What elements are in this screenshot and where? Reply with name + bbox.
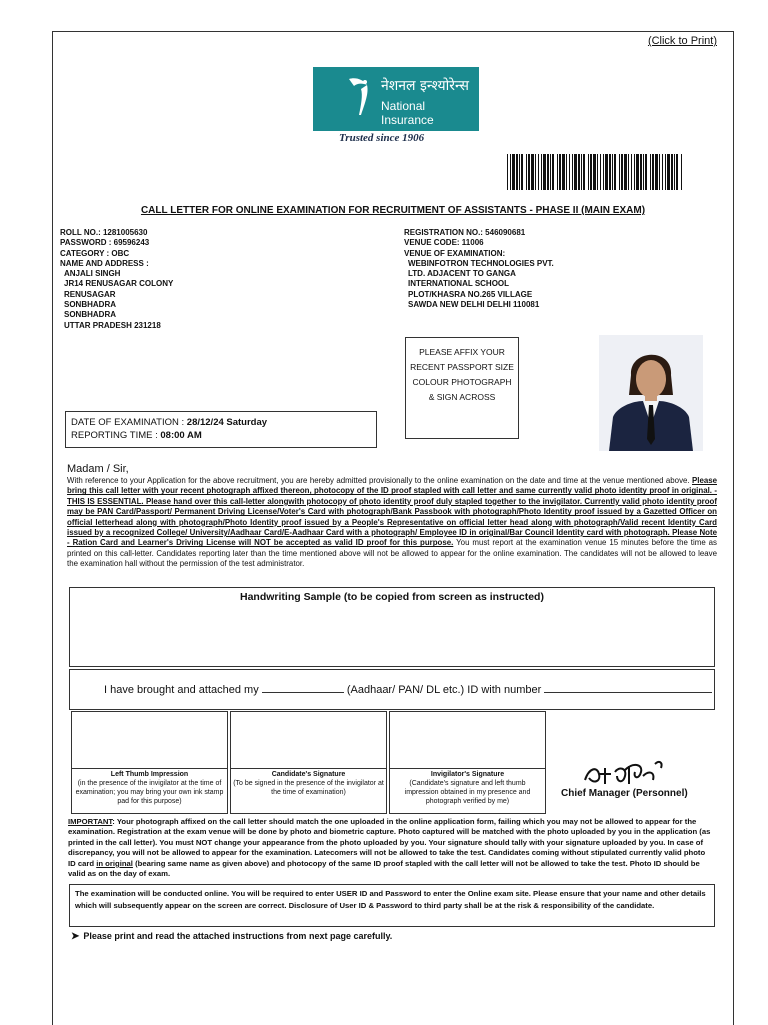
exam-date-value: 28/12/24 Saturday (186, 417, 268, 428)
roll-number: ROLL NO.: 1281005630 (60, 228, 148, 237)
print-instructions-note (71, 931, 392, 942)
id-statement-box (69, 669, 715, 710)
click-to-print-link[interactable]: (Click to Print) (647, 35, 717, 47)
reporting-time-value: 08:00 AM (160, 430, 202, 441)
cell-desc: (in the presence of the invigilator at the time of examination; you may bring your own ink stamp pad for this purpose) (75, 780, 224, 805)
call-letter-page (52, 31, 734, 1025)
registration-details (404, 228, 554, 310)
address-line: SONBHADRA (64, 310, 116, 320)
address-line: SONBHADRA (64, 300, 116, 310)
reporting-time-label: REPORTING TIME : (71, 430, 158, 441)
cell-desc: (To be signed in the presence of the invigilator at the time of examination) (233, 780, 384, 796)
address-line: UTTAR PRADESH 231218 (64, 320, 161, 330)
venue-line: LTD. ADJACENT TO GANGA (408, 269, 516, 279)
cell-title: Invigilator's Signature (430, 771, 505, 778)
address-line: RENUSAGAR (64, 289, 116, 299)
id-statement-text: I have brought and attached my (104, 684, 259, 696)
salutation: Madam / Sir, (67, 463, 129, 475)
venue-line: SAWDA NEW DELHI DELHI 110081 (408, 300, 540, 310)
candidate-details (60, 228, 173, 331)
important-text: : Your photograph affixed on the call letter should match the one uploaded in the online application form, failing which you may not be allowed to appear for the examination. Registration at the exam venue will be done by photo and biometric capture. Photo captured will be matched with the photo uploaded by you in the application (as printed in the call letter). You must NOT change your appearance from the photo uploaded by you. Your signature should tally with your signature uploaded by you. In case of discrepancy, you will not be allowed to appear for the examination. Latecomers will not be allowed to take the test. Candidates coming without stipulated currently valid photo ID card (68, 817, 711, 868)
barcode (507, 154, 683, 190)
category: CATEGORY : OBC (60, 248, 130, 258)
bird-emblem-icon (345, 75, 375, 119)
venue-label: VENUE OF EXAMINATION: (404, 248, 506, 258)
chief-manager-signature (559, 756, 709, 790)
logo-hindi-text: नेशनल इन्श्योरेन्स (381, 78, 470, 94)
handwriting-sample-box (69, 587, 715, 667)
name-address-label: NAME AND ADDRESS : (60, 258, 149, 268)
id-type-blank (262, 692, 344, 693)
password: PASSWORD : 69596243 (60, 238, 150, 248)
print-note-text: Please print and read the attached instructions from next page carefully. (83, 931, 393, 941)
instruction-text: With reference to your Application for the above recruitment, you are hereby admitted provisionally to the online examination on the date and time at the venue mentioned above. (67, 476, 692, 485)
candidate-photo (599, 335, 703, 451)
instructions-paragraph (67, 476, 717, 570)
exam-date-box (65, 411, 377, 448)
chief-manager-label: Chief Manager (Personnel) (561, 788, 688, 799)
instruction-text: You must report at the examination venue 15 minutes before the time as printed on this call-letter. Candidates reporting later than the time mentioned above will not be allowed to appear for the online examination. The candidates will not be allowed to leave the examination hall without the permission of the test administrator. (67, 538, 717, 569)
invigilator-signature-cell (389, 711, 546, 814)
candidate-portrait-image (599, 335, 703, 451)
address-line: ANJALI SINGH (64, 269, 121, 279)
venue-line: WEBINFOTRON TECHNOLOGIES PVT. (408, 258, 554, 268)
signature-section (71, 711, 549, 814)
important-note (68, 817, 714, 879)
left-thumb-cell (71, 711, 228, 814)
important-text: (bearing same name as given above) and photocopy of the same ID proof stapled with the call letter will not be allowed to take the test. Photo ID should be valid as on the day of exam. (68, 858, 700, 879)
id-statement-text: (Aadhaar/ PAN/ DL etc.) ID with number (346, 684, 542, 696)
affix-text: & SIGN ACROSS (428, 392, 496, 402)
online-exam-notice: The examination will be conducted online. You will be required to enter USER ID and Password to enter the Online exam site. Please ensure that your name and other details which will subsequently appear on the screen are correct. Disclosure of User ID & Password to third party shall be at the risk & responsibility of the candidate. (69, 884, 715, 927)
letter-title: CALL LETTER FOR ONLINE EXAMINATION FOR RECRUITMENT OF ASSISTANTS - PHASE II (MAIN EXAM) (140, 205, 646, 216)
address-line: JR14 RENUSAGAR COLONY (64, 279, 174, 289)
cell-title: Left Thumb Impression (110, 771, 189, 778)
cell-title: Candidate's Signature (271, 771, 346, 778)
handwriting-title: Handwriting Sample (to be copied from screen as instructed) (240, 591, 544, 603)
logo-english-text: National Insurance (381, 99, 434, 127)
id-number-blank (544, 692, 712, 693)
affix-text: RECENT PASSPORT SIZE (410, 362, 514, 372)
candidate-signature-cell (230, 711, 387, 814)
venue-line: PLOT/KHASRA NO.265 VILLAGE (408, 289, 533, 299)
affix-text: COLOUR PHOTOGRAPH (412, 377, 512, 387)
important-emphasis: in original (96, 858, 133, 868)
exam-date-label: DATE OF EXAMINATION : (71, 417, 185, 428)
venue-code: VENUE CODE: 11006 (404, 238, 484, 248)
instruction-emphasis: Please bring this call letter with your recent photograph affixed thereon, photocopy of the ID proof stapled with call letter and same currently valid photo identity proof in original. - THIS IS ESSENTIAL. Please hand over this call-letter alongwith photocopy of photo identity proof duly stapled together to the invigilator. Currently valid photo identity proof may be PAN Card/Passport/ Permanent Driving License/Voter's Card with photograph/Bank Passbook with photograph/Photo Identity proof issued by a Gazetted Officer on official letterhead along with photograph/Photo Identity proof issued by a People's Representative on official letter head along with photograph/Valid recent Identity Card issued by a recognized College/ University/Aadhaar Card/E-Aadhaar Card with a photograph/ Employee ID in original/Bar Council Identity card with photograph. Please Note - Ration Card and Learner's Driving License will NOT be accepted as valid ID proof for this purpose. (67, 476, 717, 548)
affix-text: PLEASE AFFIX YOUR (419, 347, 505, 357)
id-statement (104, 684, 712, 696)
affix-photo-box (405, 337, 519, 439)
national-insurance-logo (313, 67, 479, 131)
important-label: IMPORTANT (68, 817, 113, 826)
logo-tagline: Trusted since 1906 (339, 132, 425, 144)
venue-line: INTERNATIONAL SCHOOL (408, 279, 510, 289)
cell-desc: (Candidate's signature and left thumb impression obtained in my presence and photograph verified by me) (404, 780, 531, 805)
arrow-right-icon: ➤ (71, 931, 80, 942)
registration-number: REGISTRATION NO.: 546090681 (404, 228, 526, 237)
